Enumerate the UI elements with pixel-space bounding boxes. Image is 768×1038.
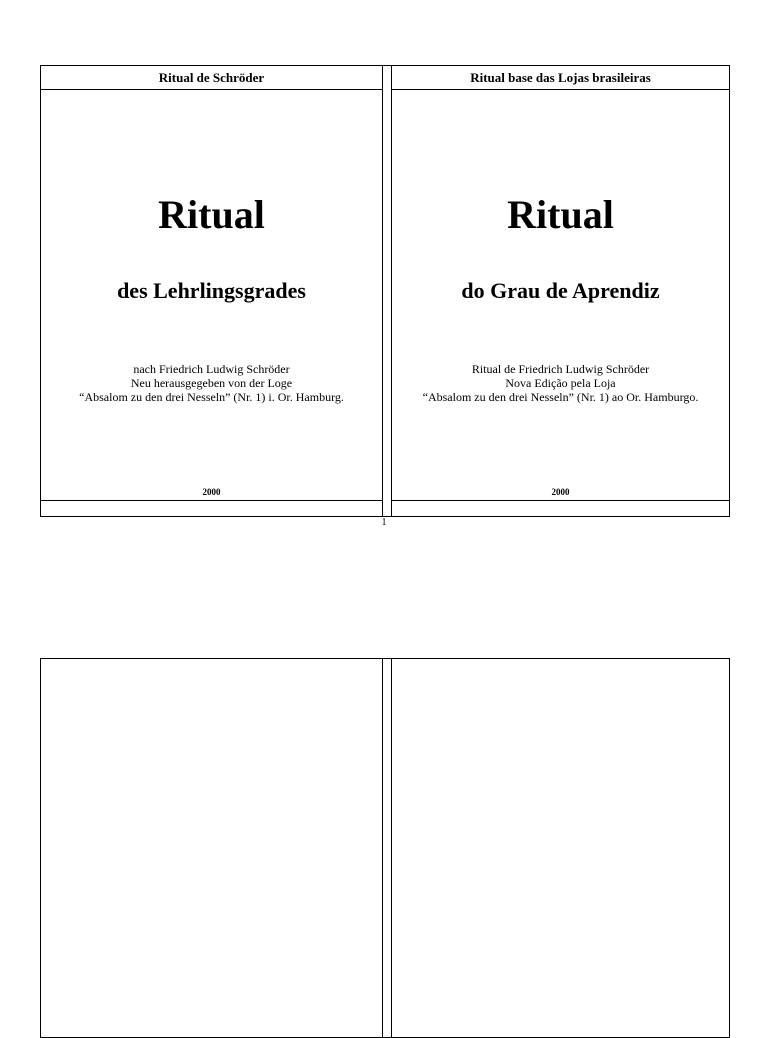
portuguese-credit-line: Ritual de Friedrich Ludwig Schröder xyxy=(471,362,650,376)
portuguese-subtitle: do Grau de Aprendiz xyxy=(461,278,660,303)
german-subtitle: des Lehrlingsgrades xyxy=(117,278,306,303)
portuguese-column xyxy=(391,66,729,516)
portuguese-column-empty xyxy=(391,659,729,1037)
german-year: 2000 xyxy=(202,487,221,497)
page-number: 1 xyxy=(381,517,387,528)
portuguese-title: Ritual xyxy=(507,192,614,237)
portuguese-credit-line: Nova Edição pela Loja xyxy=(505,376,616,390)
portuguese-column-header: Ritual base das Lojas brasileiras xyxy=(392,66,729,90)
portuguese-credits xyxy=(392,362,729,404)
german-credits xyxy=(41,362,382,404)
portuguese-year: 2000 xyxy=(551,487,570,497)
german-column xyxy=(41,66,383,516)
german-column-empty xyxy=(41,659,383,1037)
german-credit-line: “Absalom zu den drei Nesseln” (Nr. 1) i. Or. Hamburg. xyxy=(79,390,344,404)
footer-divider xyxy=(392,500,729,501)
german-credit-line: nach Friedrich Ludwig Schröder xyxy=(133,362,290,376)
german-title: Ritual xyxy=(158,192,265,237)
footer-divider xyxy=(41,500,382,501)
bilingual-table-page-2 xyxy=(40,658,730,1038)
german-credit-line: Neu herausgegeben von der Loge xyxy=(130,376,293,390)
german-column-header: Ritual de Schröder xyxy=(41,66,382,90)
bilingual-table-page-1 xyxy=(40,65,730,517)
portuguese-credit-line: “Absalom zu den drei Nesseln” (Nr. 1) ao Or. Hamburgo. xyxy=(422,390,699,404)
